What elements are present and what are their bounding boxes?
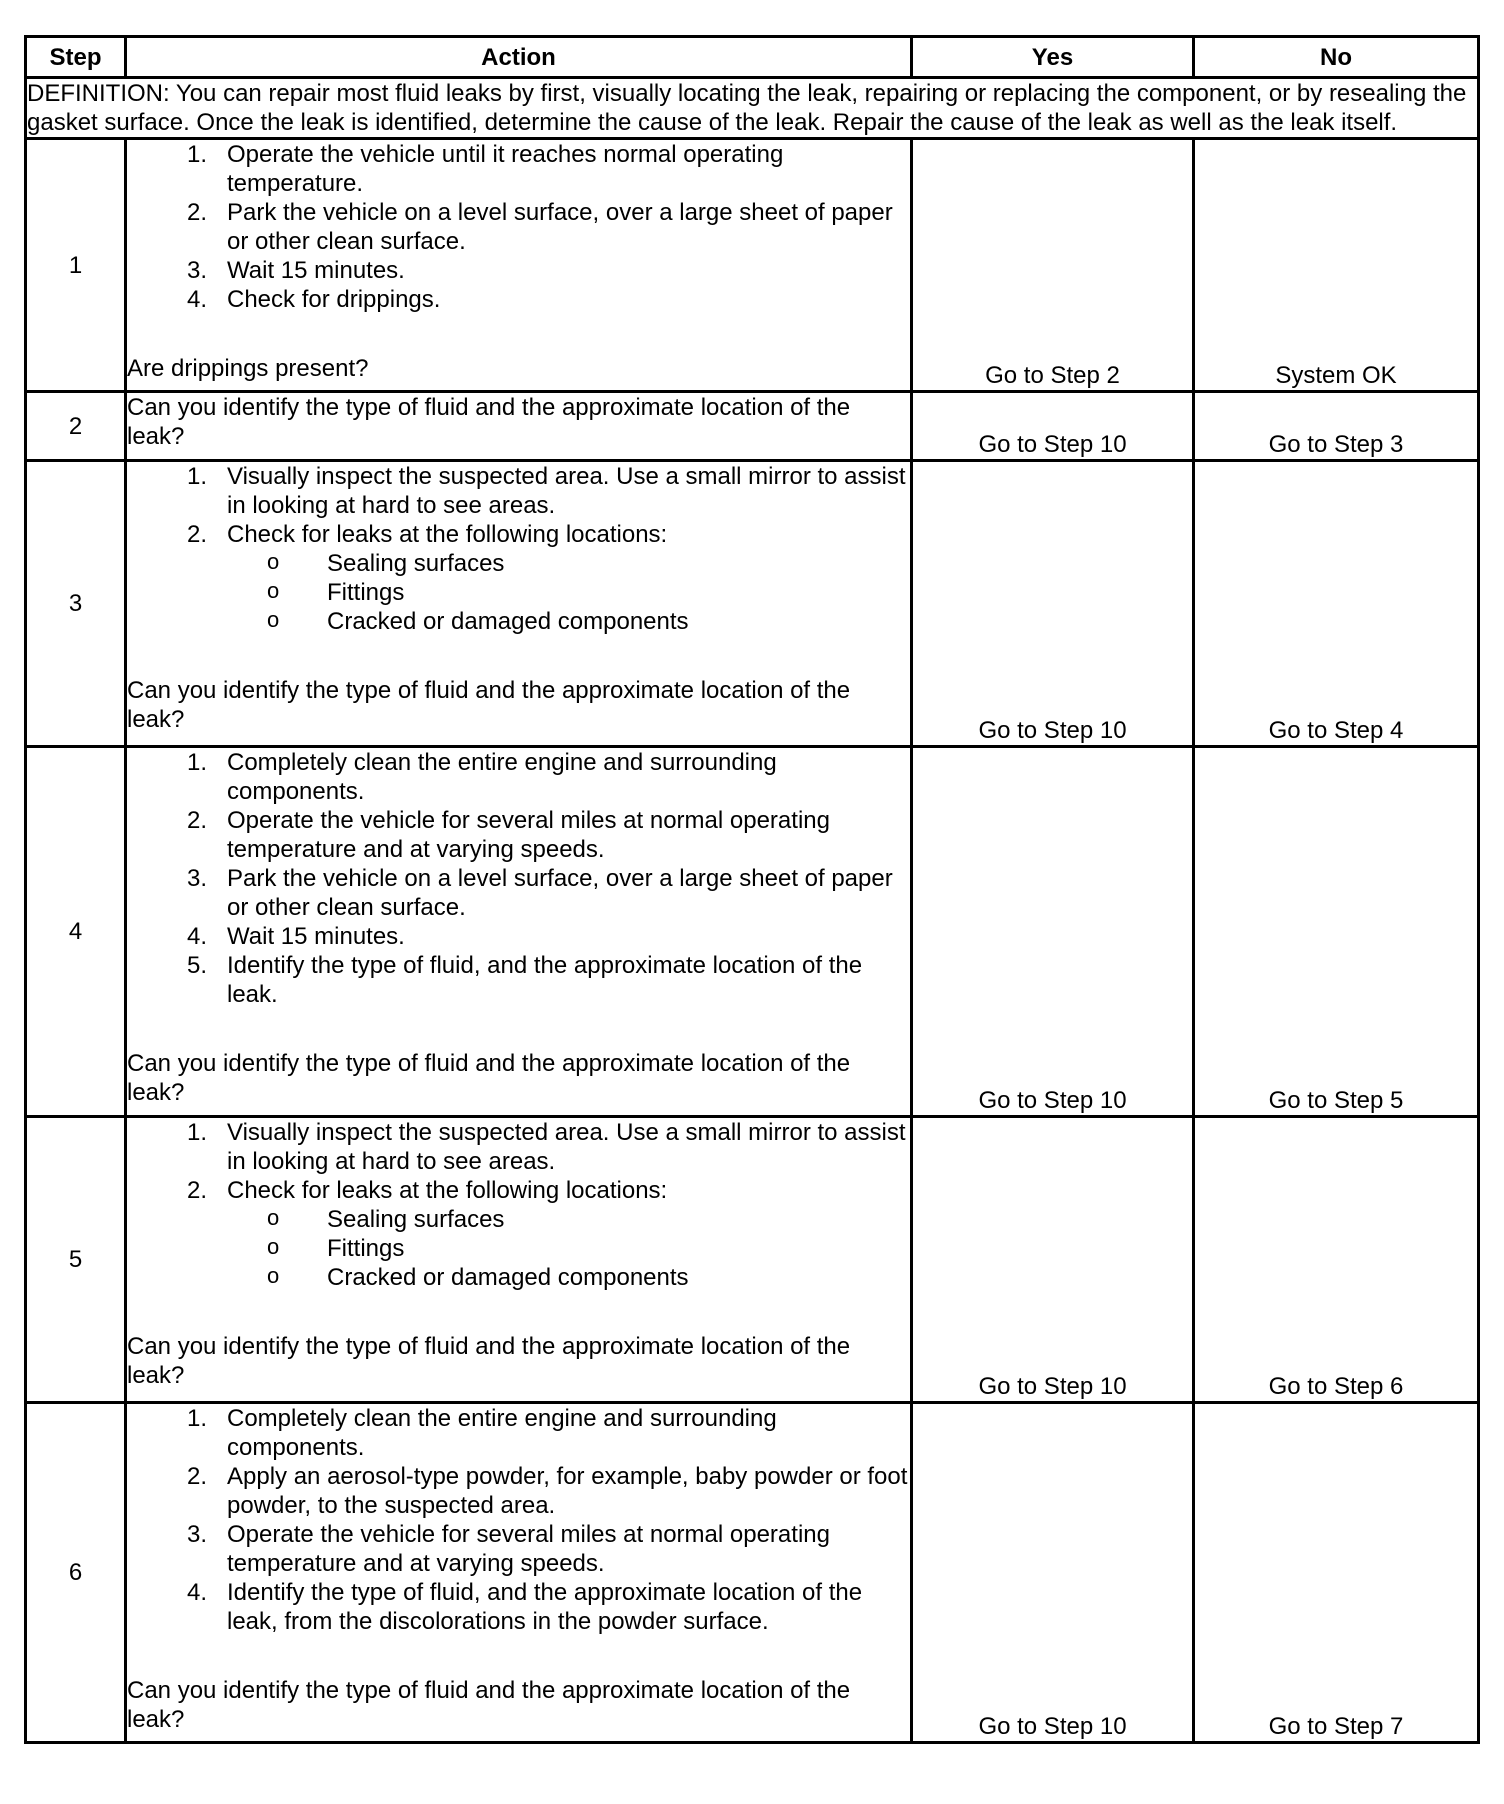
step-row: [26, 1117, 1479, 1403]
bullet-icon: o: [267, 549, 280, 574]
action-step-item: [127, 520, 910, 636]
location-subitem: [227, 1205, 910, 1234]
action-step-item: [127, 198, 910, 256]
action-step-item: [127, 748, 910, 806]
action-step-number: 2.: [186, 199, 207, 226]
location-subitem-text: Sealing surfaces: [327, 1206, 505, 1233]
step-row: [26, 461, 1479, 747]
yes-result: Go to Step 10: [912, 461, 1194, 747]
location-subitem-text: Cracked or damaged components: [327, 1264, 689, 1291]
yes-result: Go to Step 2: [912, 139, 1194, 392]
action-step-text: Completely clean the entire engine and surrounding components.: [227, 749, 777, 805]
diagnostic-table: [24, 35, 1480, 1744]
action-step-number: 2.: [186, 521, 207, 548]
step-row: [26, 1403, 1479, 1743]
action-step-number: 1.: [186, 1119, 207, 1146]
action-steps-list: [127, 462, 910, 636]
step-question: Can you identify the type of fluid and the approximate location of the leak?: [127, 1677, 851, 1733]
action-step-number: 1.: [186, 1405, 207, 1432]
location-subitem-text: Fittings: [327, 1235, 405, 1262]
action-steps-list: [127, 140, 910, 314]
action-step-number: 3.: [186, 1521, 207, 1548]
action-step-number: 3.: [186, 865, 207, 892]
action-cell: [126, 461, 912, 747]
action-step-text: Park the vehicle on a level surface, over a large sheet of paper or other clean surface.: [227, 199, 893, 255]
step-number: 1: [26, 139, 126, 392]
bullet-icon: o: [267, 607, 280, 632]
no-result: Go to Step 7: [1194, 1403, 1479, 1743]
bullet-icon: o: [267, 1263, 280, 1288]
action-step-text: Visually inspect the suspected area. Use a small mirror to assist in looking at hard to see areas.: [227, 1119, 906, 1175]
step-question: Can you identify the type of fluid and the approximate location of the leak?: [127, 1333, 851, 1389]
action-step-number: 5.: [186, 952, 207, 979]
header-step: Step: [26, 37, 126, 78]
action-step-item: [127, 256, 910, 285]
header-row: [26, 37, 1479, 78]
action-step-text: Apply an aerosol-type powder, for example, baby powder or foot powder, to the suspected area.: [227, 1463, 908, 1519]
location-subitem-text: Sealing surfaces: [327, 550, 505, 577]
action-step-number: 1.: [186, 749, 207, 776]
header-yes: Yes: [912, 37, 1194, 78]
step-number: 5: [26, 1117, 126, 1403]
location-subitem: [227, 1263, 910, 1292]
action-step-text: Operate the vehicle for several miles at normal operating temperature and at varying speeds.: [227, 1521, 830, 1577]
action-step-item: [127, 1176, 910, 1292]
yes-result: Go to Step 10: [912, 1403, 1194, 1743]
location-subitem: [227, 549, 910, 578]
action-step-number: 3.: [186, 257, 207, 284]
action-step-item: [127, 1578, 910, 1636]
step-row: [26, 392, 1479, 461]
step-row: [26, 747, 1479, 1117]
step-question: Are drippings present?: [127, 355, 369, 382]
bullet-icon: o: [267, 1205, 280, 1230]
header-no: No: [1194, 37, 1479, 78]
action-step-number: 2.: [186, 1177, 207, 1204]
table-body: [26, 78, 1479, 1743]
action-step-text: Visually inspect the suspected area. Use a small mirror to assist in looking at hard to see areas.: [227, 463, 906, 519]
no-result: Go to Step 3: [1194, 392, 1479, 461]
step-row: [26, 139, 1479, 392]
action-step-number: 4.: [186, 286, 207, 313]
location-sublist: [227, 1205, 910, 1292]
definition-text: DEFINITION: You can repair most fluid leaks by first, visually locating the leak, repairing or replacing the component, or by resealing the gasket surface. Once the leak is identified, determine the cause of the leak. Repair the cause of the leak as well as the leak itself.: [26, 78, 1479, 139]
step-question: Can you identify the type of fluid and the approximate location of the leak?: [127, 1050, 851, 1106]
action-step-item: [127, 806, 910, 864]
action-step-number: 1.: [186, 141, 207, 168]
definition-row: [26, 78, 1479, 139]
action-step-text: Operate the vehicle for several miles at normal operating temperature and at varying speeds.: [227, 807, 830, 863]
action-step-text: Check for leaks at the following locations:: [227, 1177, 668, 1204]
yes-result: Go to Step 10: [912, 1117, 1194, 1403]
action-steps-list: [127, 748, 910, 1009]
action-step-item: [127, 1462, 910, 1520]
action-step-text: Wait 15 minutes.: [227, 257, 405, 284]
action-step-text: Completely clean the entire engine and surrounding components.: [227, 1405, 777, 1461]
action-step-text: Check for drippings.: [227, 286, 441, 313]
no-result: System OK: [1194, 139, 1479, 392]
step-number: 2: [26, 392, 126, 461]
location-subitem-text: Cracked or damaged components: [327, 608, 689, 635]
location-sublist: [227, 549, 910, 636]
action-step-number: 4.: [186, 1579, 207, 1606]
bullet-icon: o: [267, 1234, 280, 1259]
action-steps-list: [127, 1118, 910, 1292]
action-step-item: [127, 1404, 910, 1462]
header-action: Action: [126, 37, 912, 78]
action-step-number: 2.: [186, 807, 207, 834]
action-step-text: Check for leaks at the following locations:: [227, 521, 668, 548]
action-step-number: 1.: [186, 463, 207, 490]
location-subitem: [227, 578, 910, 607]
step-question: Can you identify the type of fluid and the approximate location of the leak?: [127, 677, 851, 733]
step-number: 3: [26, 461, 126, 747]
action-cell: [126, 139, 912, 392]
action-step-item: [127, 1520, 910, 1578]
action-cell: [126, 1403, 912, 1743]
action-step-text: Operate the vehicle until it reaches normal operating temperature.: [227, 141, 784, 197]
action-cell: [126, 747, 912, 1117]
no-result: Go to Step 6: [1194, 1117, 1479, 1403]
location-subitem-text: Fittings: [327, 579, 405, 606]
action-cell: [126, 1117, 912, 1403]
action-step-item: [127, 922, 910, 951]
yes-result: Go to Step 10: [912, 392, 1194, 461]
step-question: Can you identify the type of fluid and the approximate location of the leak?: [127, 394, 851, 450]
action-step-number: 2.: [186, 1463, 207, 1490]
location-subitem: [227, 607, 910, 636]
location-subitem: [227, 1234, 910, 1263]
action-step-item: [127, 285, 910, 314]
no-result: Go to Step 5: [1194, 747, 1479, 1117]
step-number: 6: [26, 1403, 126, 1743]
action-step-item: [127, 864, 910, 922]
action-cell: [126, 392, 912, 461]
action-step-text: Identify the type of fluid, and the approximate location of the leak.: [227, 952, 863, 1008]
yes-result: Go to Step 10: [912, 747, 1194, 1117]
action-steps-list: [127, 1404, 910, 1636]
no-result: Go to Step 4: [1194, 461, 1479, 747]
action-step-text: Park the vehicle on a level surface, over a large sheet of paper or other clean surface.: [227, 865, 893, 921]
action-step-item: [127, 140, 910, 198]
bullet-icon: o: [267, 578, 280, 603]
action-step-item: [127, 951, 910, 1009]
action-step-item: [127, 1118, 910, 1176]
action-step-text: Identify the type of fluid, and the approximate location of the leak, from the discolorations in the powder surface.: [227, 1579, 863, 1635]
action-step-number: 4.: [186, 923, 207, 950]
step-number: 4: [26, 747, 126, 1117]
action-step-text: Wait 15 minutes.: [227, 923, 405, 950]
action-step-item: [127, 462, 910, 520]
